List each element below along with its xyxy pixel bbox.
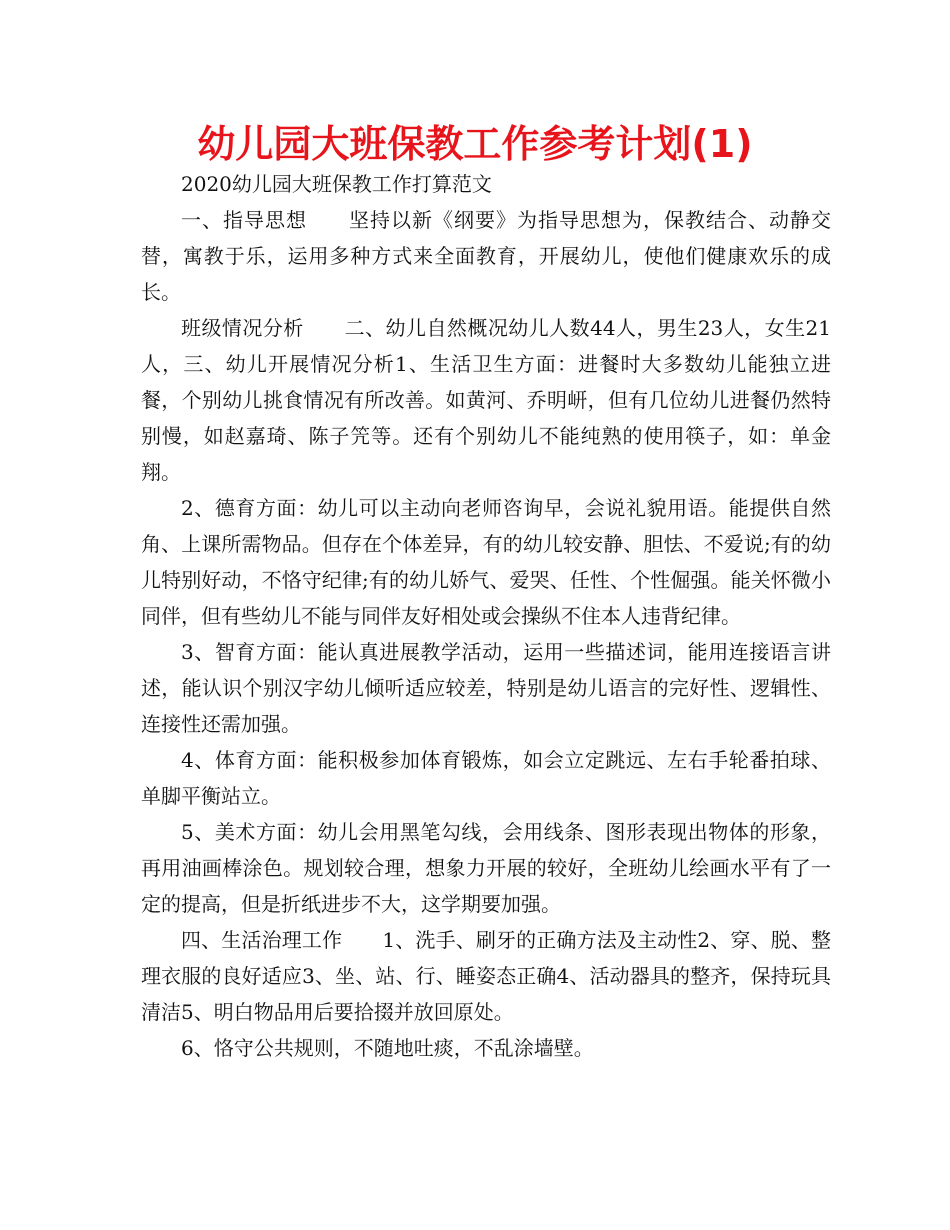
paragraph-class-analysis: 班级情况分析 二、幼儿自然概况幼儿人数44人，男生23人，女生21人，三、幼儿开展情况分析1、生活卫生方面：进餐时大多数幼儿能独立进餐，个别幼儿挑食情况有所改善。如黄河、乔明岍，但有几位幼儿进餐仍然特别慢，如赵嘉琦、陈子笐等。还有个别幼儿不能纯熟的使用筷子，如：单金翔。 [141, 316, 831, 484]
document-body [141, 166, 831, 1066]
paragraph-art-education: 5、美术方面：幼儿会用黑笔勾线，会用线条、图形表现出物体的形象，再用油画棒涂色。规划较合理，想象力开展的较好，全班幼儿绘画水平有了一定的提高，但是折纸进步不大，这学期要加强。 [141, 820, 831, 916]
paragraph-public-rules: 6、恪守公共规则，不随地吐痰，不乱涂墙壁。 [181, 1036, 594, 1060]
paragraph-physical-education: 4、体育方面：能积极参加体育锻炼，如会立定跳远、左右手轮番拍球、单脚平衡站立。 [141, 748, 831, 808]
document-title: 幼儿园大班保教工作参考计划(1) [197, 122, 753, 166]
paragraph-life-management: 四、生活治理工作 1、洗手、刷牙的正确方法及主动性2、穿、脱、整理衣服的良好适应3、坐、站、行、睡姿态正确4、活动器具的整齐，保持玩具清洁5、明白物品用后要拾掇并放回原处。 [141, 928, 831, 1024]
paragraph-moral-education: 2、德育方面：幼儿可以主动向老师咨询早，会说礼貌用语。能提供自然角、上课所需物品。但存在个体差异，有的幼儿较安静、胆怯、不爱说;有的幼儿特别好动，不恪守纪律;有的幼儿娇气、爱哭、任性、个性倔强。能关怀微小同伴，但有些幼儿不能与同伴友好相处或会操纵不住本人违背纪律。 [141, 496, 831, 628]
document-subtitle: 2020幼儿园大班保教工作打算范文 [181, 172, 492, 196]
paragraph-intellectual-education: 3、智育方面：能认真进展教学活动，运用一些描述词，能用连接语言讲述，能认识个别汉字幼儿倾听适应较差，特别是幼儿语言的完好性、逻辑性、连接性还需加强。 [141, 640, 831, 736]
paragraph-guiding-ideology: 一、指导思想 坚持以新《纲要》为指导思想为，保教结合、动静交替，寓教于乐，运用多种方式来全面教育，开展幼儿，使他们健康欢乐的成长。 [141, 208, 831, 304]
